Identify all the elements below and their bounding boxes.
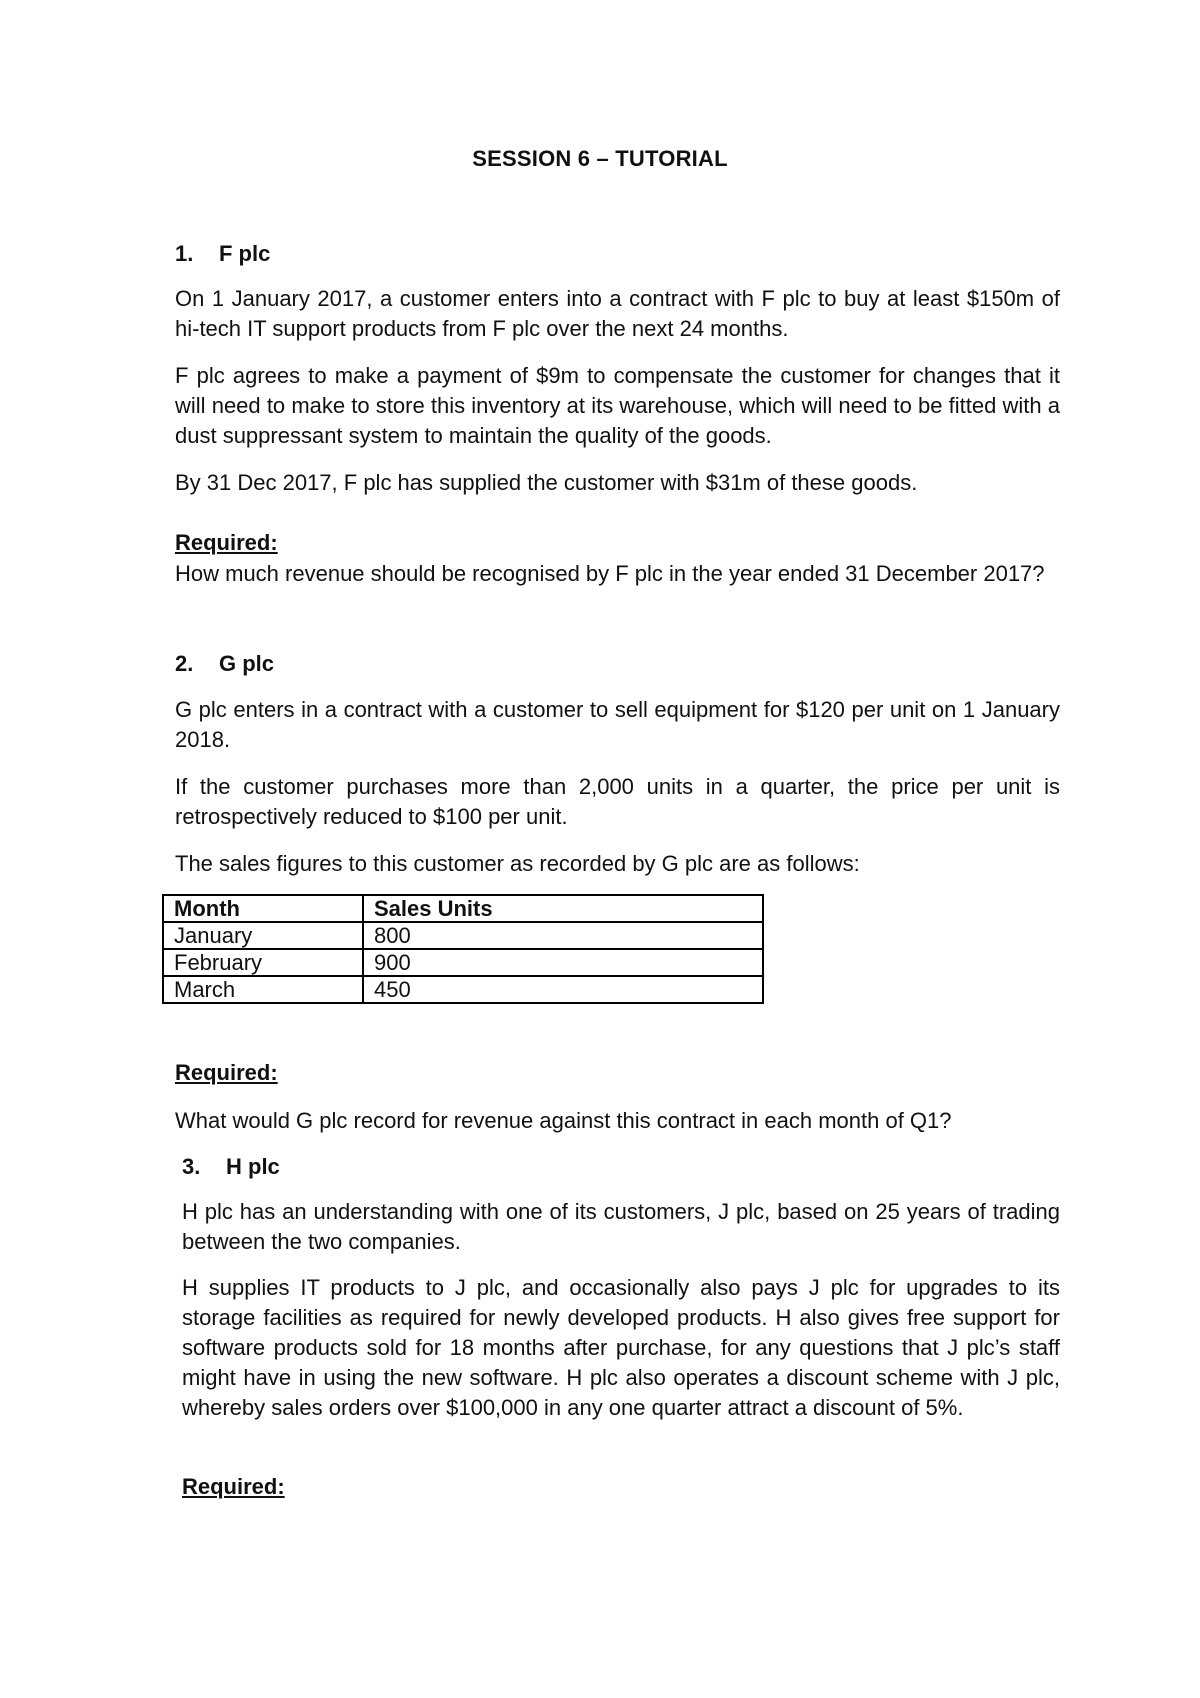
- q1-paragraph-2: F plc agrees to make a payment of $9m to compensate the customer for changes that it will need to make to store this inventory at its warehouse, which will need to be fitted with a dust suppressant system to maintain the quality of the goods.: [175, 363, 1060, 448]
- cell-sales-units: 450: [363, 976, 763, 1003]
- question-title: F plc: [219, 241, 271, 266]
- question-number: 3.: [182, 1154, 201, 1179]
- cell-month: February: [163, 949, 363, 976]
- cell-sales-units: 900: [363, 949, 763, 976]
- table-row: [163, 922, 763, 949]
- question-number: 2.: [175, 651, 194, 676]
- q1-required-label: Required:: [175, 530, 278, 555]
- question-3-heading: [182, 1154, 280, 1180]
- column-header-month: Month: [163, 895, 363, 922]
- q2-paragraph-2: If the customer purchases more than 2,000 units in a quarter, the price per unit is retrospectively reduced to $100 per unit.: [175, 774, 1060, 829]
- cell-month: January: [163, 922, 363, 949]
- q1-paragraph-3: By 31 Dec 2017, F plc has supplied the customer with $31m of these goods.: [175, 470, 918, 495]
- column-header-sales-units: Sales Units: [363, 895, 763, 922]
- q1-paragraph-1: On 1 January 2017, a customer enters into a contract with F plc to buy at least $150m of hi-tech IT support products from F plc over the next 24 months.: [175, 286, 1060, 341]
- page-title: SESSION 6 – TUTORIAL: [472, 146, 728, 171]
- question-title: G plc: [219, 651, 275, 676]
- question-1-heading: [175, 241, 270, 267]
- q3-paragraph-2: H supplies IT products to J plc, and occasionally also pays J plc for upgrades to its storage facilities as required for newly developed products. H also gives free support for software products sold for 18 months after purchase, for any questions that J plc’s staff might have in using the new software. H plc also operates a discount scheme with J plc, whereby sales orders over $100,000 in any one quarter attract a discount of 5%.: [182, 1275, 1060, 1420]
- cell-sales-units: 800: [363, 922, 763, 949]
- q3-paragraph-1: H plc has an understanding with one of its customers, J plc, based on 25 years of trading between the two companies.: [182, 1199, 1060, 1254]
- q1-required-text: How much revenue should be recognised by F plc in the year ended 31 December 2017?: [175, 561, 1045, 586]
- table-row: [163, 949, 763, 976]
- question-title: H plc: [226, 1154, 280, 1179]
- question-number: 1.: [175, 241, 194, 266]
- sales-table: [162, 894, 764, 1004]
- q2-required-label: Required:: [175, 1060, 278, 1085]
- q2-required-text: What would G plc record for revenue against this contract in each month of Q1?: [175, 1108, 952, 1133]
- question-2-heading: [175, 651, 274, 677]
- q3-required-label: Required:: [182, 1474, 285, 1499]
- q2-paragraph-3: The sales figures to this customer as recorded by G plc are as follows:: [175, 851, 860, 876]
- cell-month: March: [163, 976, 363, 1003]
- q2-paragraph-1: G plc enters in a contract with a customer to sell equipment for $120 per unit on 1 January 2018.: [175, 697, 1060, 752]
- table-row: [163, 976, 763, 1003]
- table-header-row: [163, 895, 763, 922]
